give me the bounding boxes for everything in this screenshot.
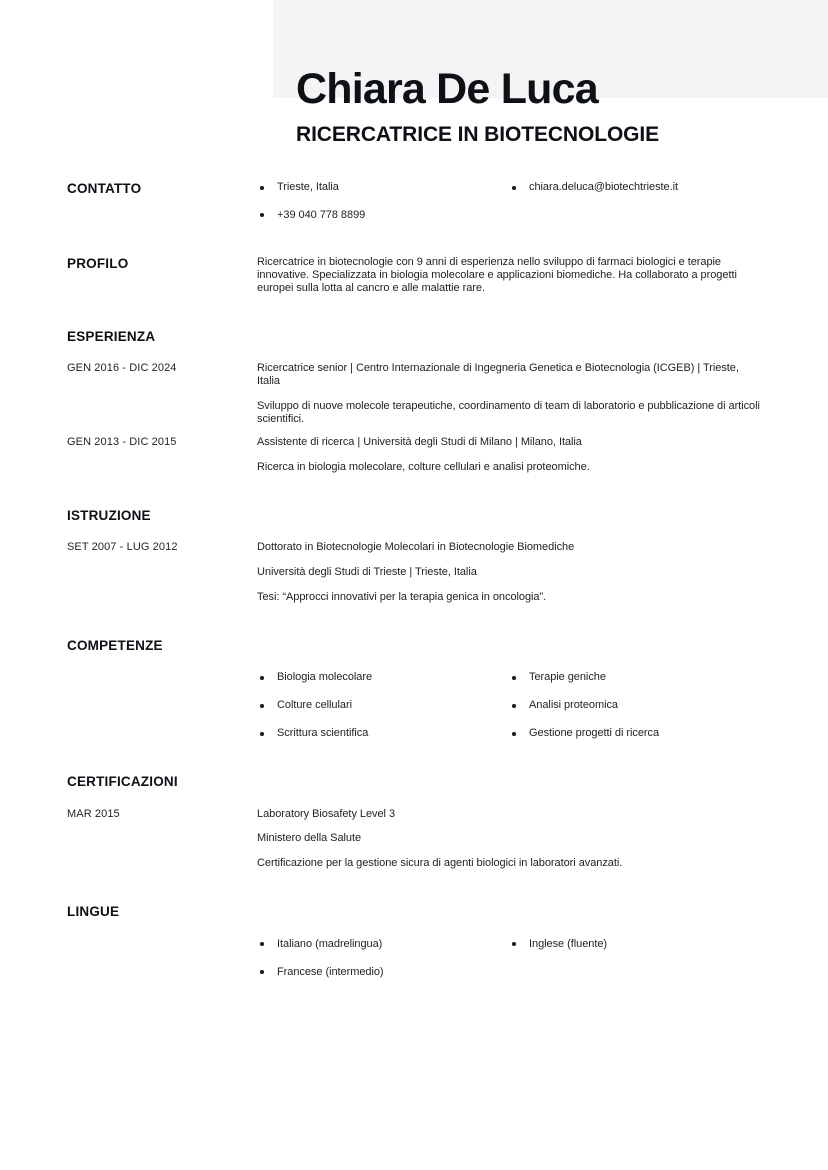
candidate-name: Chiara De Luca bbox=[296, 65, 598, 113]
skill-item: Colture cellulari bbox=[257, 699, 509, 712]
language-item: Italiano (madrelingua) bbox=[257, 938, 509, 951]
section-languages bbox=[67, 904, 761, 978]
skill-item: Biologia molecolare bbox=[257, 671, 509, 684]
education-dates: SET 2007 - LUG 2012 bbox=[67, 541, 178, 554]
bullet-icon bbox=[512, 942, 516, 946]
job-title: RICERCATRICE IN BIOTECNOLOGIE bbox=[296, 123, 660, 146]
bullet-icon bbox=[260, 732, 264, 736]
section-title-experience: ESPERIENZA bbox=[67, 328, 156, 344]
experience-dates: GEN 2016 - DIC 2024 bbox=[67, 362, 177, 375]
section-title-profile: PROFILO bbox=[67, 255, 129, 271]
contact-location bbox=[257, 181, 509, 194]
education-school: Università degli Studi di Trieste | Trieste, Italia bbox=[257, 565, 477, 578]
certification-issuer: Ministero della Salute bbox=[257, 832, 362, 845]
section-title-skills: COMPETENZE bbox=[67, 637, 163, 653]
section-title-contact: CONTATTO bbox=[67, 181, 142, 197]
experience-description: Sviluppo di nuove molecole terapeutiche, coordinamento di team di laboratorio e pubblicazione di articoli scientifici. bbox=[257, 399, 760, 425]
bullet-icon bbox=[260, 704, 264, 708]
section-profile bbox=[67, 256, 761, 295]
section-experience bbox=[67, 329, 761, 474]
section-title-languages: LINGUE bbox=[67, 904, 120, 920]
section-title-certifications: CERTIFICAZIONI bbox=[67, 774, 178, 789]
section-certifications bbox=[67, 774, 761, 870]
skills-list bbox=[257, 671, 761, 740]
resume-body bbox=[0, 181, 828, 979]
bullet-icon bbox=[512, 732, 516, 736]
languages-list bbox=[257, 938, 761, 979]
bullet-icon bbox=[260, 970, 264, 974]
contact-email-text: chiara.deluca@biotechtrieste.it bbox=[529, 181, 679, 194]
education-entry bbox=[67, 541, 761, 604]
contact-phone bbox=[257, 209, 509, 222]
experience-description: Ricerca in biologia molecolare, colture cellulari e analisi proteomiche. bbox=[257, 460, 590, 473]
bullet-icon bbox=[260, 676, 264, 680]
bullet-icon bbox=[512, 186, 516, 190]
resume-header bbox=[0, 0, 828, 146]
skill-item: Terapie geniche bbox=[509, 671, 761, 684]
bullet-icon bbox=[260, 942, 264, 946]
contact-email bbox=[509, 181, 761, 194]
bullet-icon bbox=[260, 186, 264, 190]
skill-item: Scrittura scientifica bbox=[257, 727, 509, 740]
section-skills bbox=[67, 638, 761, 740]
certification-dates: MAR 2015 bbox=[67, 807, 120, 820]
experience-dates: GEN 2013 - DIC 2015 bbox=[67, 435, 177, 448]
bullet-icon bbox=[512, 676, 516, 680]
language-item: Inglese (fluente) bbox=[509, 938, 761, 951]
experience-role: Assistente di ricerca | Università degli Studi di Milano | Milano, Italia bbox=[257, 435, 582, 448]
bullet-icon bbox=[260, 213, 264, 217]
contact-list bbox=[257, 181, 761, 222]
language-item: Francese (intermedio) bbox=[257, 966, 509, 979]
section-education bbox=[67, 508, 761, 604]
certification-description: Certificazione per la gestione sicura di agenti biologici in laboratori avanzati. bbox=[257, 857, 623, 870]
experience-entry bbox=[67, 436, 761, 474]
education-thesis: Tesi: “Approcci innovativi per la terapia genica in oncologia”. bbox=[257, 590, 547, 603]
bullet-icon bbox=[512, 704, 516, 708]
contact-phone-text: +39 040 778 8899 bbox=[277, 208, 366, 221]
certification-title: Laboratory Biosafety Level 3 bbox=[257, 807, 396, 820]
contact-location-text: Trieste, Italia bbox=[277, 181, 339, 194]
experience-entry bbox=[67, 362, 761, 426]
profile-summary: Ricercatrice in biotecnologie con 9 anni di esperienza nello sviluppo di farmaci biologici e terapie innovative. Specializzata in biologia molecolare e applicazioni biomediche. Ha collaborato a progetti europei sulla lotta al cancro e alle malattie rare. bbox=[257, 255, 737, 294]
experience-role: Ricercatrice senior | Centro Internazionale di Ingegneria Genetica e Biotecnologia (ICGEB) | Trieste, Italia bbox=[257, 362, 739, 387]
certification-entry bbox=[67, 808, 761, 871]
education-degree: Dottorato in Biotecnologie Molecolari in Biotecnologie Biomediche bbox=[257, 541, 575, 554]
skill-item: Gestione progetti di ricerca bbox=[509, 727, 761, 740]
section-title-education: ISTRUZIONE bbox=[67, 507, 151, 523]
section-contact bbox=[67, 181, 761, 222]
skill-item: Analisi proteomica bbox=[509, 699, 761, 712]
